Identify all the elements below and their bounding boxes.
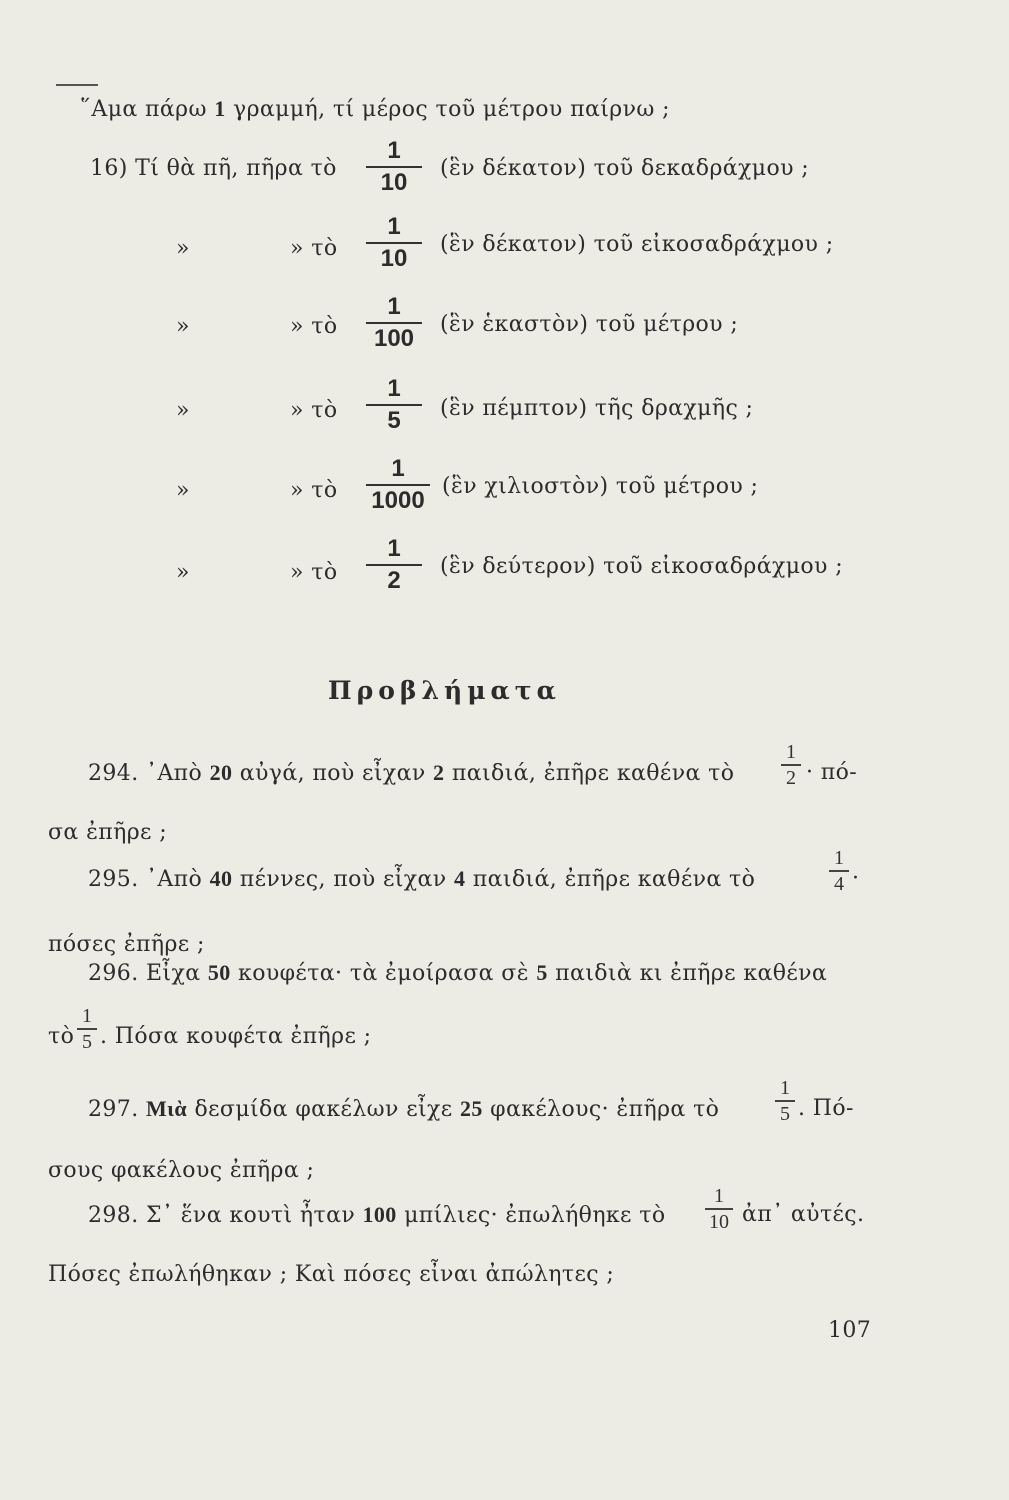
fraction-numerator: 1 bbox=[387, 375, 401, 402]
fraction-numerator: 1 bbox=[714, 1185, 724, 1207]
problem-295-text-c: παιδιά, ἐπῆρε καθένα τὸ bbox=[465, 867, 756, 892]
problem-296-line-1 bbox=[88, 960, 827, 986]
fraction-numerator: 1 bbox=[387, 535, 401, 562]
fraction-denominator: 4 bbox=[834, 872, 844, 895]
problem-298-line-2: Πόσες ἐπωλήθηκαν ; Καὶ πόσες εἶναι ἀπώλητες ; bbox=[48, 1262, 615, 1287]
row-6-text: (ἓν δεύτερον) τοῦ εἰκοσαδράχμου ; bbox=[440, 554, 844, 579]
fraction-numerator: 1 bbox=[387, 293, 401, 320]
fraction-numerator: 1 bbox=[387, 213, 401, 240]
fraction-denominator: 5 bbox=[780, 1102, 790, 1125]
intro-line bbox=[80, 96, 670, 122]
fraction-denominator: 10 bbox=[380, 245, 408, 272]
problem-297-line-1 bbox=[88, 1096, 719, 1122]
problem-296-text-b: κουφέτα· τὰ ἐμοίρασα σὲ bbox=[230, 961, 537, 986]
intro-text-start: ῞Αμα πάρω bbox=[80, 97, 215, 122]
problem-297-text-a: 297. bbox=[88, 1097, 146, 1122]
problem-297-bold-word: Μιὰ bbox=[145, 1096, 188, 1121]
problem-296-number-1: 50 bbox=[207, 960, 231, 985]
fraction-numerator: 1 bbox=[780, 1077, 790, 1099]
fraction-row-2 bbox=[362, 212, 426, 274]
top-dash bbox=[56, 84, 98, 86]
problem-295-text-a: 295. ᾿Απὸ bbox=[88, 867, 210, 892]
fraction-numerator: 1 bbox=[387, 137, 401, 164]
fraction-row-5 bbox=[362, 454, 434, 516]
problem-296-text-a: 296. Εἶχα bbox=[88, 961, 208, 986]
row-3-quote: » bbox=[176, 314, 190, 339]
row-2-text: (ἓν δέκατον) τοῦ εἰκοσαδράχμου ; bbox=[440, 232, 834, 257]
row-4-article: » τὸ bbox=[290, 398, 338, 423]
row-6-quote: » bbox=[176, 560, 190, 585]
problem-294-number-1: 20 bbox=[209, 760, 233, 785]
section-heading: Προβλήματα bbox=[328, 676, 561, 705]
intro-text-end: γραμμή, τί μέρος τοῦ μέτρου παίρνω ; bbox=[225, 97, 670, 122]
problem-296-text-c: παιδιὰ κι ἐπῆρε καθένα bbox=[547, 961, 828, 986]
fraction-denominator: 2 bbox=[786, 766, 796, 789]
fraction-denominator: 5 bbox=[387, 407, 401, 434]
fraction-denominator: 100 bbox=[373, 325, 415, 352]
problem-298-number-1: 100 bbox=[362, 1202, 397, 1227]
row-3-text: (ἓν ἑκαστὸν) τοῦ μέτρου ; bbox=[440, 312, 739, 337]
problem-296-article: τὸ bbox=[48, 1024, 75, 1049]
problem-295-text-d: · bbox=[852, 866, 860, 891]
row-2-quote: » bbox=[176, 236, 190, 261]
fraction-row-3 bbox=[362, 292, 426, 354]
row-5-article: » τὸ bbox=[290, 478, 338, 503]
problem-298-line-1 bbox=[88, 1202, 665, 1228]
fraction-denominator: 1000 bbox=[371, 487, 425, 514]
problem-294-line-1 bbox=[88, 760, 734, 786]
problem-296-fraction bbox=[74, 1004, 100, 1054]
problem-294-text-c: παιδιά, ἐπῆρε καθένα τὸ bbox=[444, 761, 735, 786]
problem-297-line-2: σους φακέλους ἐπῆρα ; bbox=[48, 1158, 315, 1183]
fraction-numerator: 1 bbox=[786, 741, 796, 763]
row-3-article: » τὸ bbox=[290, 314, 338, 339]
problem-295-text-b: πέννες, ποὺ εἶχαν bbox=[232, 867, 454, 892]
fraction-numerator: 1 bbox=[834, 847, 844, 869]
problem-294-number-2: 2 bbox=[433, 760, 445, 785]
fraction-numerator: 1 bbox=[82, 1005, 92, 1027]
fraction-numerator: 1 bbox=[391, 455, 405, 482]
problem-297-number-1: 25 bbox=[459, 1096, 483, 1121]
row-1-text: (ἓν δέκατον) τοῦ δεκαδράχμου ; bbox=[440, 156, 810, 181]
problem-297-fraction bbox=[772, 1076, 798, 1126]
row-4-quote: » bbox=[176, 398, 190, 423]
problem-297-text-b: δεσμίδα φακέλων εἶχε bbox=[187, 1097, 460, 1122]
row-5-quote: » bbox=[176, 478, 190, 503]
fraction-row-4 bbox=[362, 374, 426, 436]
problem-294-text-d: · πό- bbox=[806, 760, 858, 785]
problem-295-fraction bbox=[826, 846, 852, 896]
fraction-denominator: 10 bbox=[709, 1210, 729, 1233]
fraction-denominator: 2 bbox=[387, 567, 401, 594]
intro-number: 1 bbox=[214, 96, 226, 121]
problem-294-fraction bbox=[778, 740, 804, 790]
problem-298-fraction bbox=[702, 1184, 736, 1234]
row-6-article: » τὸ bbox=[290, 560, 338, 585]
problem-295-line-1 bbox=[88, 866, 755, 892]
problem-294-text-a: 294. ᾿Απὸ bbox=[88, 761, 210, 786]
problem-295-number-1: 40 bbox=[209, 866, 233, 891]
problem-295-line-2: πόσες ἐπῆρε ; bbox=[48, 932, 205, 957]
problem-298-text-c: ἀπ᾿ αὐτές. bbox=[742, 1202, 865, 1227]
problem-298-text-a: 298. Σ᾿ ἕνα κουτὶ ἦταν bbox=[88, 1203, 363, 1228]
page-number: 107 bbox=[828, 1318, 872, 1343]
problem-297-text-d: . Πό- bbox=[798, 1096, 854, 1121]
problem-297-text-c: φακέλους· ἐπῆρα τὸ bbox=[482, 1097, 720, 1122]
fraction-row-1 bbox=[362, 136, 426, 198]
problem-294-line-2: σα ἐπῆρε ; bbox=[48, 820, 168, 845]
problem-294-text-b: αὐγά, ποὺ εἶχαν bbox=[232, 761, 434, 786]
problem-298-text-b: μπίλιες· ἐπωλήθηκε τὸ bbox=[396, 1203, 666, 1228]
fraction-denominator: 10 bbox=[380, 169, 408, 196]
q16-label: 16) Τί θὰ πῆ, πῆρα τὸ bbox=[90, 156, 337, 181]
problem-296-number-2: 5 bbox=[536, 960, 548, 985]
row-2-article: » τὸ bbox=[290, 236, 338, 261]
fraction-row-6 bbox=[362, 534, 426, 596]
problem-295-number-2: 4 bbox=[453, 866, 466, 891]
row-5-text: (ἓν χιλιοστὸν) τοῦ μέτρου ; bbox=[442, 474, 759, 499]
problem-296-text-e: . Πόσα κουφέτα ἐπῆρε ; bbox=[100, 1024, 372, 1049]
fraction-denominator: 5 bbox=[82, 1030, 92, 1053]
row-4-text: (ἓν πέμπτον) τῆς δραχμῆς ; bbox=[440, 396, 754, 421]
